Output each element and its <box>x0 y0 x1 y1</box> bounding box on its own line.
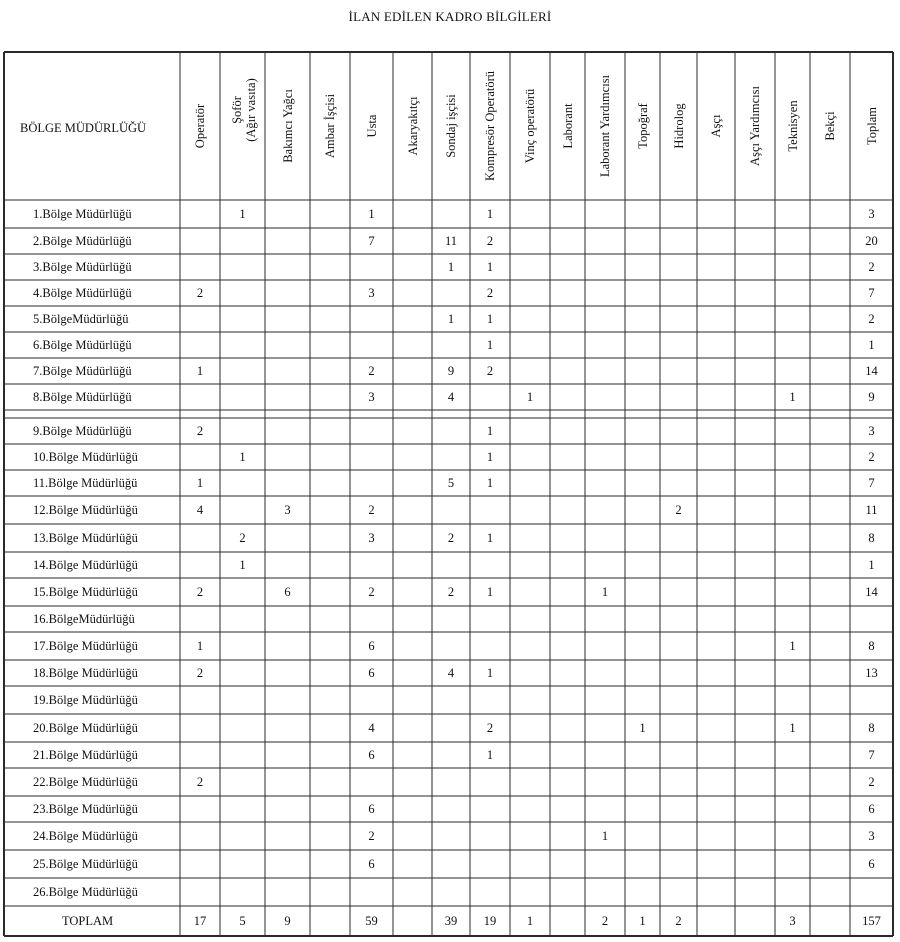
row-label: 15.Bölge Müdürlüğü <box>33 584 138 599</box>
table-cell: 9 <box>447 363 455 378</box>
table-cell: 1 <box>447 311 455 326</box>
table-cell: 2 <box>447 584 455 599</box>
total-cell: 1 <box>639 913 646 928</box>
total-cell: 39 <box>444 913 458 928</box>
table-cell: 2 <box>368 502 375 517</box>
table-cell: 6 <box>284 584 291 599</box>
column-header: Akaryakıtçı <box>405 96 420 156</box>
table-cell: 2 <box>239 530 246 545</box>
page-title: İLAN EDİLEN KADRO BİLGİLERİ <box>348 9 552 24</box>
table-cell: 1 <box>486 530 494 545</box>
row-label: 20.Bölge Müdürlüğü <box>33 720 138 735</box>
table-cell: 1 <box>447 259 455 274</box>
table-cell: 1 <box>196 638 204 653</box>
table-cell: 3 <box>368 389 375 404</box>
table-cell: 3 <box>368 530 375 545</box>
row-label: 5.BölgeMüdürlüğü <box>33 311 129 326</box>
table-cell: 1 <box>196 475 204 490</box>
table-cell: 1 <box>486 206 494 221</box>
row-label: 16.BölgeMüdürlüğü <box>33 611 135 626</box>
table-cell: 8 <box>868 720 875 735</box>
row-label: 18.Bölge Müdürlüğü <box>33 665 138 680</box>
table-cell: 2 <box>868 311 875 326</box>
table-cell: 7 <box>868 747 875 762</box>
table-cell: 14 <box>865 363 878 378</box>
row-label: 26.Bölge Müdürlüğü <box>33 884 138 899</box>
column-header: Usta <box>364 114 379 138</box>
row-label: 12.Bölge Müdürlüğü <box>33 502 138 517</box>
table-cell: 4 <box>368 720 375 735</box>
row-label: 19.Bölge Müdürlüğü <box>33 692 138 707</box>
row-label: 2.Bölge Müdürlüğü <box>33 233 132 248</box>
table-cell: 2 <box>196 423 204 438</box>
row-label: 4.Bölge Müdürlüğü <box>33 285 132 300</box>
table-cell: 2 <box>868 449 875 464</box>
table-cell: 6 <box>368 747 375 762</box>
table-cell: 1 <box>486 259 494 274</box>
column-header: Sondaj işçisi <box>443 94 458 158</box>
table-cell: 3 <box>868 828 875 843</box>
corner-header: BÖLGE MÜDÜRLÜĞÜ <box>20 121 147 135</box>
column-header: Toplam <box>864 106 879 146</box>
table-cell: 1 <box>486 584 494 599</box>
total-cell: 19 <box>483 913 497 928</box>
table-cell: 6 <box>368 856 375 871</box>
row-label: 1.Bölge Müdürlüğü <box>33 206 132 221</box>
row-label: 3.Bölge Müdürlüğü <box>33 259 132 274</box>
table-cell: 7 <box>868 475 875 490</box>
table-cell: 2 <box>368 584 375 599</box>
row-label: 23.Bölge Müdürlüğü <box>33 801 138 816</box>
row-label: 6.Bölge Müdürlüğü <box>33 337 132 352</box>
table-cell: 1 <box>868 557 875 572</box>
total-cell: 17 <box>193 913 207 928</box>
table-cell: 1 <box>486 449 494 464</box>
column-header: Şoför <box>229 96 244 124</box>
table-cell: 2 <box>868 259 875 274</box>
table-cell: 5 <box>447 475 455 490</box>
table-cell: 4 <box>447 665 455 680</box>
table-cell: 2 <box>447 530 455 545</box>
row-label: 25.Bölge Müdürlüğü <box>33 856 138 871</box>
column-header: Hidrolog <box>671 103 686 149</box>
table-cell: 7 <box>868 285 875 300</box>
table-cell: 1 <box>368 206 375 221</box>
column-header: Aşçı Yardımcısı <box>747 86 762 166</box>
table-cell: 11 <box>444 233 458 248</box>
row-label: 22.Bölge Müdürlüğü <box>33 774 138 789</box>
total-cell: 5 <box>239 913 246 928</box>
table-cell: 2 <box>486 233 494 248</box>
table-cell: 9 <box>868 389 875 404</box>
table-cell: 8 <box>868 530 875 545</box>
table-cell: 1 <box>789 389 796 404</box>
row-label: 14.Bölge Müdürlüğü <box>33 557 138 572</box>
table-cell: 1 <box>239 557 246 572</box>
column-header-sub: (Ağır vasıta) <box>243 78 258 142</box>
table-cell: 1 <box>486 311 494 326</box>
table-cell: 3 <box>868 423 875 438</box>
column-header: Vinç operatörü <box>522 88 537 164</box>
total-cell: 9 <box>284 913 291 928</box>
table-cell: 3 <box>868 206 875 221</box>
table-cell: 6 <box>868 801 875 816</box>
table-cell: 1 <box>486 337 494 352</box>
table-cell: 6 <box>368 638 375 653</box>
table-cell: 2 <box>486 363 494 378</box>
row-label: 8.Bölge Müdürlüğü <box>33 389 132 404</box>
column-header: Bakımcı Yağcı <box>280 89 295 163</box>
total-cell: 59 <box>365 913 378 928</box>
table-cell: 6 <box>368 801 375 816</box>
table-cell: 1 <box>526 389 534 404</box>
column-header: Ambar İşçisi <box>322 93 337 159</box>
total-cell: 2 <box>601 913 609 928</box>
table-cell: 2 <box>196 584 204 599</box>
row-label: 17.Bölge Müdürlüğü <box>33 638 138 653</box>
table-cell: 1 <box>789 638 796 653</box>
table-cell: 3 <box>368 285 375 300</box>
table-cell: 6 <box>368 665 375 680</box>
table-cell: 2 <box>196 665 204 680</box>
total-cell: 2 <box>675 913 682 928</box>
table-cell: 2 <box>368 828 375 843</box>
row-label: 13.Bölge Müdürlüğü <box>33 530 138 545</box>
row-label: 10.Bölge Müdürlüğü <box>33 449 138 464</box>
column-header: Laborant <box>560 103 575 149</box>
table-cell: 1 <box>639 720 646 735</box>
column-header: Kompresör Operatörü <box>482 70 497 182</box>
table-cell: 1 <box>789 720 796 735</box>
table-cell: 1 <box>239 206 246 221</box>
table-cell: 1 <box>486 475 494 490</box>
table-cell: 2 <box>196 285 204 300</box>
table-cell: 11 <box>865 502 878 517</box>
table-cell: 1 <box>196 363 204 378</box>
table-cell: 13 <box>865 665 878 680</box>
table-cell: 1 <box>486 747 494 762</box>
table-cell: 7 <box>368 233 375 248</box>
column-header: Topoğraf <box>635 103 650 149</box>
table-cell: 2 <box>868 774 875 789</box>
total-cell: 1 <box>526 913 534 928</box>
table-cell: 4 <box>196 502 204 517</box>
total-cell: 3 <box>789 913 796 928</box>
row-label: 21.Bölge Müdürlüğü <box>33 747 138 762</box>
table-cell: 2 <box>196 774 204 789</box>
row-label: 7.Bölge Müdürlüğü <box>33 363 132 378</box>
column-header: Bekçi <box>822 111 837 141</box>
table-cell: 3 <box>284 502 291 517</box>
row-label: 11.Bölge Müdürlüğü <box>33 475 138 490</box>
table-cell: 1 <box>868 337 875 352</box>
table-cell: 2 <box>368 363 375 378</box>
table-cell: 2 <box>486 285 494 300</box>
table-cell: 6 <box>868 856 875 871</box>
table-cell: 4 <box>447 389 455 404</box>
total-row-label: TOPLAM <box>62 913 114 928</box>
table-cell: 1 <box>486 665 494 680</box>
table-cell: 1 <box>601 828 609 843</box>
table-cell: 1 <box>486 423 494 438</box>
column-header: Aşçı <box>708 114 723 138</box>
total-cell: 157 <box>862 913 881 928</box>
row-label: 24.Bölge Müdürlüğü <box>33 828 138 843</box>
table-cell: 2 <box>486 720 494 735</box>
table-cell: 1 <box>601 584 609 599</box>
column-header: Operatör <box>192 103 207 149</box>
table-cell: 2 <box>675 502 682 517</box>
table-cell: 14 <box>865 584 878 599</box>
table-cell: 8 <box>868 638 875 653</box>
table-cell: 1 <box>239 449 246 464</box>
column-header: Laborant Yardımcısı <box>597 74 612 178</box>
row-label: 9.Bölge Müdürlüğü <box>33 423 132 438</box>
table-cell: 20 <box>865 233 878 248</box>
column-header: Teknisyen <box>785 100 800 152</box>
